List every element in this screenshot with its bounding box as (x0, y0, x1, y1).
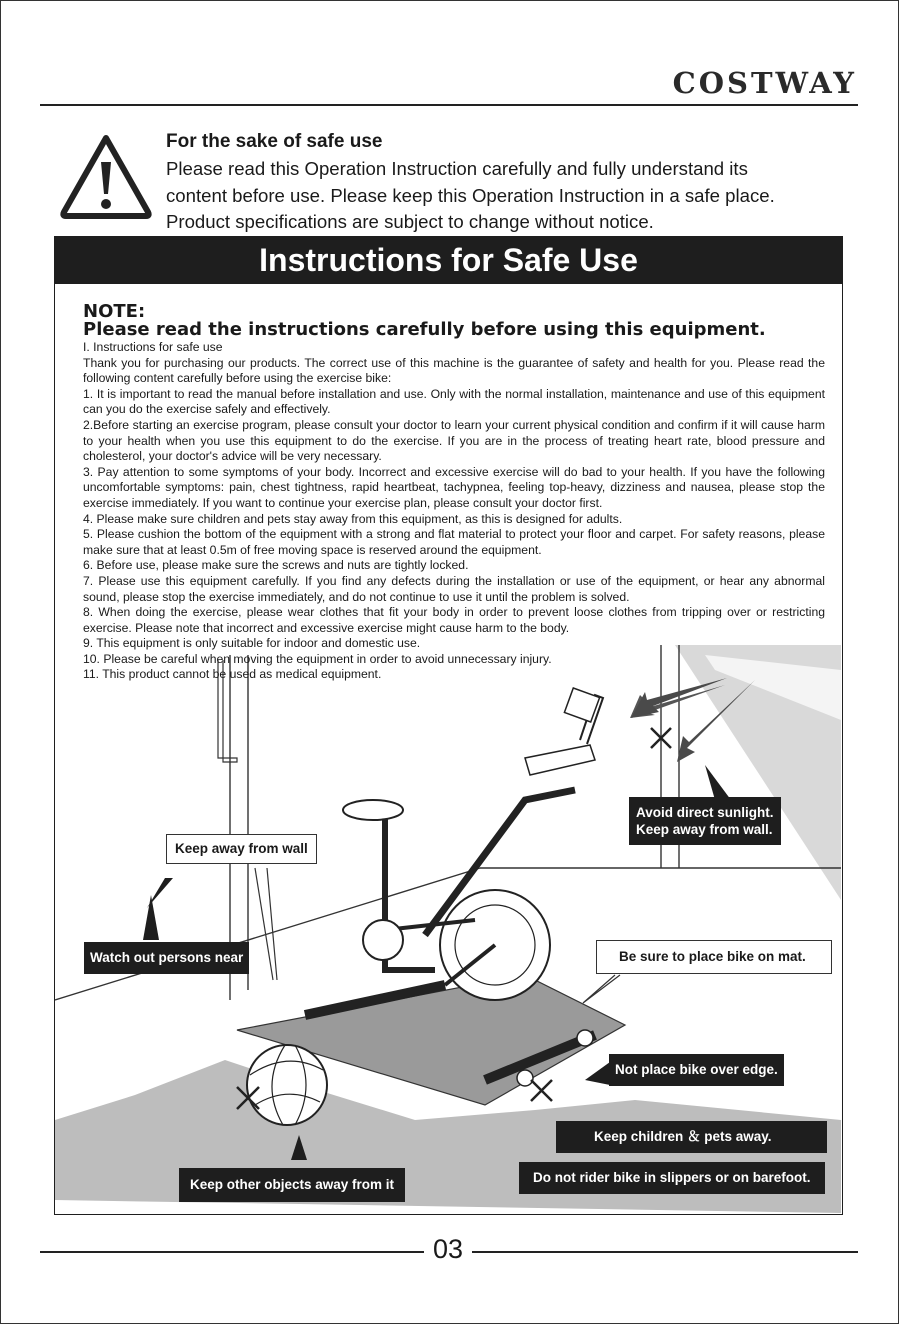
list-item: 7. Please use this equipment carefully. If you find any defects during the installation or use of the equipment, or hear any abnormal sound, please stop the exercise immediately, and do not continue to use it until the problem is solved. (83, 573, 825, 604)
label-other-objects: Keep other objects away from it (179, 1168, 405, 1202)
safety-text (166, 156, 846, 236)
list-item: 2.Before starting an exercise program, please consult your doctor to learn your current physical condition and confirm if it will cause harm to your health when you use this equipment to do the exercise. If you are in the process of treating heart rate, blood pressure and cholesterol, your doctor's advice will be very necessary. (83, 417, 825, 464)
note-block (83, 303, 766, 339)
page-number: 03 (432, 1234, 464, 1264)
safety-line: content before use. Please keep this Operation Instruction in a safe place. (166, 184, 775, 206)
header-rule (40, 104, 858, 106)
label-place-on-mat: Be sure to place bike on mat. (596, 940, 832, 974)
list-item: Thank you for purchasing our products. The correct use of this machine is the guarantee of safety and health for you. Please read the following content carefully before using the exercise bike: (83, 355, 825, 386)
label-slippers: Do not rider bike in slippers or on barefoot. (519, 1162, 825, 1194)
note-text: Please read the instructions carefully before using this equipment. (83, 319, 766, 340)
list-item: 8. When doing the exercise, please wear clothes that fit your body in order to prevent loose clothes from tripping over or restricting exercise. Please note that incorrect and excessive exercise might cause harm to the body. (83, 605, 825, 635)
warning-icon (58, 132, 154, 220)
list-item: 4. Please make sure children and pets stay away from this equipment, as this is designed for adults. (83, 511, 623, 526)
list-item: 3. Pay attention to some symptoms of your body. Incorrect and excessive exercise will do bad to your health. If you have the following uncomfortable symptoms: pain, chest tightness, rapid heartbeat, tachypnea, feeling top-heavy, dizziness and nausea, please stop the exercise immediately. If you want to continue your exercise plan, please consult your doctor first. (83, 464, 825, 510)
label-watch-persons: Watch out persons near (84, 942, 249, 974)
list-item: 1. It is important to read the manual before installation and use. Only with the normal installation, maintenance and use of this equipment can you do the exercise safely and effectively. (83, 386, 825, 417)
list-item: 9. This equipment is only suitable for indoor and domestic use. (83, 636, 421, 651)
label-line: Keep away from wall. (636, 822, 773, 837)
note-label: NOTE: (83, 301, 146, 322)
brand-logo: COSTWAY (672, 66, 857, 100)
label-children-pets: Keep children ＆ pets away. (556, 1121, 827, 1153)
label-avoid-sunlight (629, 797, 781, 845)
safety-line: Please read this Operation Instruction carefully and fully understand its (166, 158, 748, 179)
list-item: I. Instructions for safe use (83, 340, 223, 354)
instruction-list (83, 340, 825, 683)
label-line: Avoid direct sunlight. (636, 805, 774, 820)
list-item: 10. Please be careful when moving the equipment in order to avoid unnecessary injury. (83, 651, 552, 666)
safety-line: Product specifications are subject to change without notice. (166, 211, 654, 232)
safety-heading: For the sake of safe use (166, 131, 383, 152)
list-item: 6. Before use, please make sure the screws and nuts are tightly locked. (83, 558, 469, 573)
list-item: 11. This product cannot be used as medical equipment. (83, 667, 382, 682)
label-keep-away-wall: Keep away from wall (166, 834, 317, 864)
section-banner: Instructions for Safe Use (54, 236, 843, 283)
list-item: 5. Please cushion the bottom of the equipment with a strong and flat material to protect your floor and carpet. For safety reasons, please make sure that at least 0.5m of free moving space is reserved around the equipment. (83, 527, 825, 557)
footer-rule-right (472, 1251, 858, 1253)
label-over-edge: Not place bike over edge. (609, 1054, 784, 1086)
footer-rule-left (40, 1251, 424, 1253)
